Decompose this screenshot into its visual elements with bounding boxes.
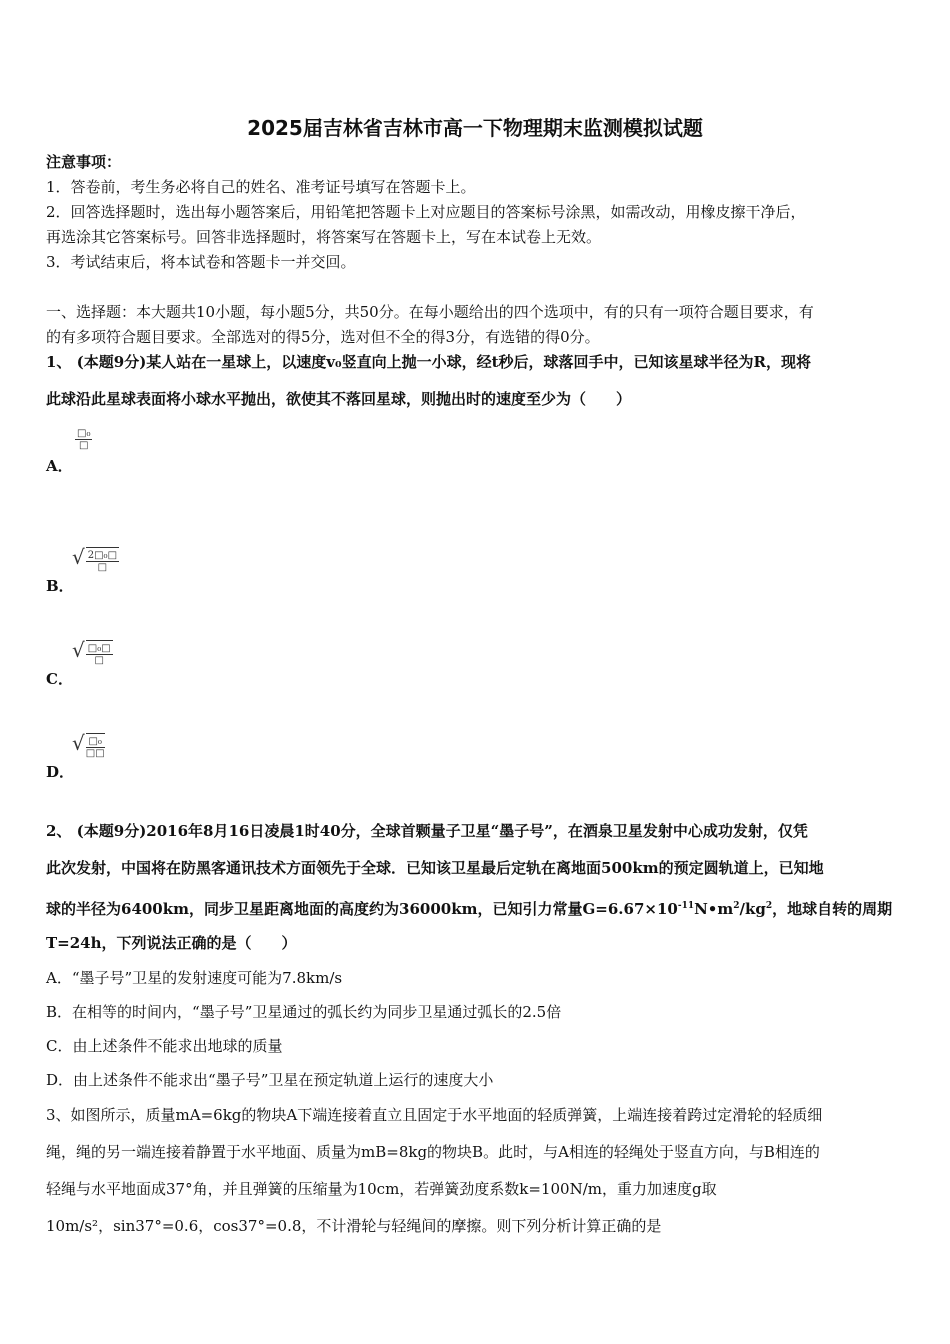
q2-stem-line2: 此次发射，中国将在防黑客通讯技术方面领先于全球．已知该卫星最后定轨在离地面500km的预定圆轨道上，已知地 [46, 859, 824, 877]
q1-option-c-formula: √ $\frac{\text{□₀□}}{□}$ [72, 638, 111, 666]
q1-option-c-label: C． [46, 670, 73, 688]
q3-stem-line3: 轻绳与水平地面成37°角，并且弹簧的压缩量为10cm，若弹簧劲度系数k=100N/m，重力加速度g取 [46, 1180, 717, 1198]
q2-option-b: B．在相等的时间内，“墨子号”卫星通过的弧长约为同步卫星通过弧长的2.5倍 [46, 1003, 562, 1021]
q3-stem-line2: 绳，绳的另一端连接着静置于水平地面、质量为mB=8kg的物块B。此时，与A相连的轻绳处于竖直方向，与B相连的 [46, 1143, 820, 1161]
q1-option-a-label: A． [46, 457, 73, 475]
q1-option-d-label: D． [46, 763, 75, 781]
notice-item-1: 1．答卷前，考生务必将自己的姓名、准考证号填写在答题卡上。 [46, 178, 476, 196]
notice-item-3: 3．考试结束后，将本试卷和答题卡一并交回。 [46, 253, 356, 271]
q2-stem-line1: 2、 (本题9分)2016年8月16日凌晨1时40分，全球首颗量子卫星“墨子号”，在酒泉卫星发射中心成功发射，仅凭 [46, 822, 808, 840]
q2-stem-line3: 球的半径为6400km，同步卫星距离地面的高度约为36000km，已知引力常量$G=6.67\times 10^{-11}N•m^2/kg^2$，地球自转的周期 [46, 900, 893, 918]
q3-stem-line1: 3、如图所示，质量mA=6kg的物块A下端连接着直立且固定于水平地面的轻质弹簧，上端连接着跨过定滑轮的轻质细 [46, 1106, 823, 1124]
notice-item-2-cont: 再选涂其它答案标号。回答非选择题时，将答案写在答题卡上，写在本试卷上无效。 [46, 228, 602, 246]
q1-option-d-formula: √ $\frac{\text{□₀}}{□□}$ [72, 731, 105, 759]
notice-item-2: 2．回答选择题时，选出每小题答案后，用铅笔把答题卡上对应题目的答案标号涂黑，如需改动，用橡皮擦干净后， [46, 203, 806, 221]
q3-stem-line4: 10m/s²，sin37°=0.6，cos37°=0.8，不计滑轮与轻绳间的摩擦。则下列分析计算正确的是 [46, 1217, 662, 1235]
section1-intro-line2: 的有多项符合题目要求。全部选对的得5分，选对但不全的得3分，有选错的得0分。 [46, 328, 600, 346]
q1-option-a-formula: $\frac{\text{□₀}}{□}$ [77, 428, 91, 451]
notice-heading: 注意事项： [46, 153, 122, 171]
section1-intro-line1: 一、选择题：本大题共10小题，每小题5分，共50分。在每小题给出的四个选项中，有的只有一项符合题目要求，有 [46, 303, 814, 321]
page-title: 2025届吉林省吉林市高一下物理期末监测模拟试题 [247, 116, 703, 140]
q2-option-a: A．“墨子号”卫星的发射速度可能为7.8km/s [46, 969, 343, 987]
q2-stem-line4: T=24h，下列说法正确的是（ ） [46, 934, 297, 952]
q1-option-b-formula: √ $\frac{\text{2□₀□}}{□}$ [72, 545, 118, 573]
q1-option-b-label: B． [46, 577, 74, 595]
q1-stem-line1: 1、 (本题9分)某人站在一星球上，以速度v₀竖直向上抛一小球，经t秒后，球落回手中，已知该星球半径为R，现将 [46, 353, 811, 371]
q1-stem-line2: 此球沿此星球表面将小球水平抛出，欲使其不落回星球，则抛出时的速度至少为（ ） [46, 390, 632, 408]
q2-option-d: D．由上述条件不能求出“墨子号”卫星在预定轨道上运行的速度大小 [46, 1071, 494, 1089]
q2-option-c: C．由上述条件不能求出地球的质量 [46, 1037, 283, 1055]
